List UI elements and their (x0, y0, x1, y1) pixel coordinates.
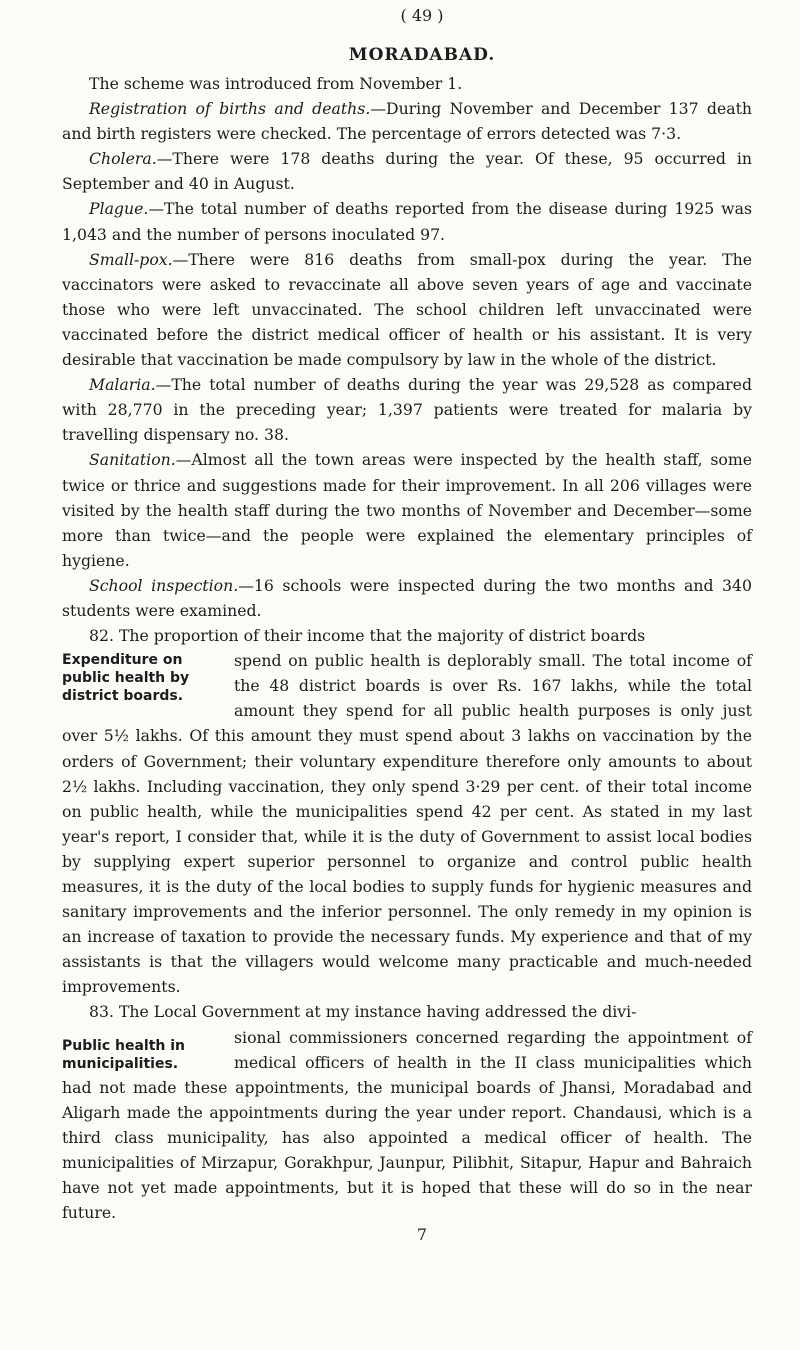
page-number: ( 49 ) (400, 6, 444, 25)
section-82-body: spend on public health is deplorably small. The total income of the 48 district boards is over Rs. 167 lakhs, while the total amount they spend for all public health purposes is only just over 5½ lakhs. Of this amount they must spend about 3 lakhs on vaccination by the orders of Government; their voluntary expenditure therefore only amounts to about 2½ lakhs. Including vaccination, they only spend 3·29 per cent. of their total income on public health, while the municipalities spend 42 per cent. As stated in my last year's report, I consider that, while it is the duty of Government to assist local bodies by supplying expert superior personnel to organize and control public health measures, it is the duty of the local bodies to supply funds for hygienic measures and sanitary improvements and the inferior personnel. The only remedy in my opinion is an increase of taxation to provide the necessary funds. My experience and that of my assistants is that the villagers would welcome many practicable and much-needed improvements. (62, 651, 752, 997)
paragraph (62, 96, 752, 146)
paragraph-lead: School inspection. (89, 575, 239, 595)
sidenote-municipalities: Public health in municipalities. (62, 1037, 186, 1072)
paragraph-lead: Small-pox. (89, 249, 173, 269)
section-83-number: 83. (89, 1002, 114, 1022)
paragraph-text: —Almost all the town areas were inspected by the health staff, some twice or thrice and suggestions made for their improvement. In all 206 villages were visited by the health staff during the two months of November and December—some more than twice—and the people were explained the elementary principles of hygiene. (62, 450, 752, 570)
paragraph (62, 247, 752, 372)
section-heading: MORADABAD. (348, 45, 496, 65)
paragraph (62, 196, 752, 246)
paragraph (62, 372, 752, 447)
section-82-first-line (62, 623, 752, 648)
paragraph-text: —The total number of deaths reported from the disease during 1925 was 1,043 and the number of persons inoculated 97. (62, 199, 752, 244)
section-83 (62, 999, 752, 1225)
section-82-first-line-text: The proportion of their income that the majority of district boards (118, 626, 646, 646)
section-83-first-line-text: The Local Government at my instance having addressed the divi- (118, 1002, 637, 1022)
section-82 (62, 623, 752, 999)
sidenote-expenditure: Expenditure on public health by district boards. (62, 652, 190, 705)
paragraph-text: —There were 178 deaths during the year. Of these, 95 occurred in September and 40 in August. (62, 149, 752, 194)
section-83-body: sional commissioners concerned regarding the appointment of medical officers of health in the II class municipalities which had not made these appointments, the municipal boards of Jhansi, Moradabad and Aligarh made the appointments during the year under report. Chandausi, which is a third class municipality, has also appointed a medical officer of health. The municipalities of Mirzapur, Gorakhpur, Jaunpur, Pilibhit, Sitapur, Hapur and Bahraich have not yet made appointments, but it is hoped that these will do so in the near future. (62, 1027, 752, 1223)
paragraph-text: —There were 816 deaths from small-pox during the year. The vaccinators were asked to revaccinate all above seven years of age and vaccinate those who were left unvaccinated. The school children left unvaccinated were vaccinated before the district medical officer of health or his assistant. It is very desirable that vaccination be made compulsory by law in the whole of the district. (62, 249, 752, 370)
paragraph (62, 146, 752, 196)
paragraph (62, 71, 752, 96)
paragraph-text: The scheme was introduced from November 1. (89, 74, 463, 93)
paragraph-text: —The total number of deaths during the year was 29,528 as compared with 28,770 in the preceding year; 1,397 patients were treated for malaria by travelling dispensary no. 38. (62, 375, 752, 445)
paragraph-lead: Registration of births and deaths. (89, 99, 371, 119)
section-83-first-line (62, 999, 752, 1024)
folio: 7 (416, 1225, 428, 1245)
paragraph-lead: Plague. (89, 199, 149, 219)
paragraph-text: —During November and December 137 death and birth registers were checked. The percentage of errors detected was 7·3. (62, 99, 752, 144)
paragraph-lead: Sanitation. (89, 450, 176, 470)
paragraph-lead: Malaria. (89, 375, 156, 395)
section-82-number: 82. (89, 626, 114, 646)
paragraph (62, 573, 752, 623)
paragraph-text: —16 schools were inspected during the two months and 340 students were examined. (62, 575, 752, 620)
paragraph-lead: Cholera. (89, 149, 157, 169)
paragraph (62, 447, 752, 572)
paragraph-list (62, 71, 752, 623)
